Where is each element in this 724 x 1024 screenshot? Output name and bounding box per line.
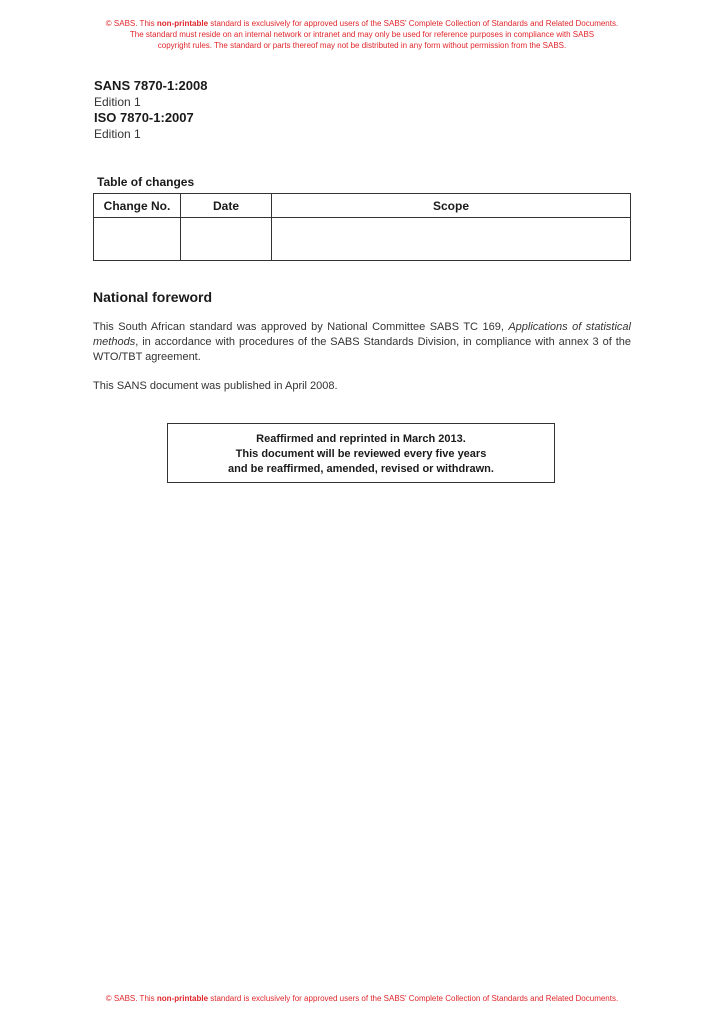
- copyright-notice-line2: The standard must reside on an internal network or intranet and may only be used for reference purposes in compliance with SABS: [129, 30, 595, 39]
- table-of-changes: [93, 193, 631, 261]
- table-header-row: [94, 194, 631, 218]
- reaffirmation-box: [167, 423, 555, 483]
- foreword-paragraph-approval: This South African standard was approved by National Committee SABS TC 169, Applications of statistical methods, in accordance with procedures of the SABS Standards Division, in compliance with annex 3 of the WTO/TBT agreement.: [93, 321, 631, 363]
- reaffirmation-line2: This document will be reviewed every five years: [235, 448, 487, 460]
- foreword-paragraph-published: This SANS document was published in April 2008.: [93, 380, 338, 392]
- header-change-no: Change No.: [94, 194, 181, 218]
- header-date: Date: [181, 194, 272, 218]
- header-scope: Scope: [272, 194, 631, 218]
- sans-code: SANS 7870-1:2008: [94, 78, 208, 93]
- cell-date: [181, 218, 272, 261]
- national-foreword-heading: National foreword: [93, 289, 213, 305]
- copyright-notice-top: [0, 18, 724, 51]
- standard-identifiers: [94, 78, 207, 142]
- iso-edition: Edition 1: [94, 127, 141, 141]
- table-of-changes-title: Table of changes: [97, 175, 195, 189]
- cell-change-no: [94, 218, 181, 261]
- copyright-notice-bottom: © SABS. This non-printable standard is exclusively for approved users of the SABS' Complete Collection of Standards and Related Documents.: [105, 994, 619, 1003]
- table-row: [94, 218, 631, 261]
- reaffirmation-line3: and be reaffirmed, amended, revised or withdrawn.: [228, 463, 494, 475]
- copyright-notice-line1: © SABS. This non-printable standard is exclusively for approved users of the SABS' Complete Collection of Standards and Related Documents.: [105, 19, 619, 28]
- sans-edition: Edition 1: [94, 95, 141, 109]
- iso-code: ISO 7870-1:2007: [94, 110, 194, 125]
- copyright-notice-line3: copyright rules. The standard or parts thereof may not be distributed in any form without permission from the SABS.: [157, 41, 567, 50]
- committee-name: Applications of statistical methods: [93, 321, 631, 348]
- reaffirmation-line1: Reaffirmed and reprinted in March 2013.: [256, 433, 466, 445]
- cell-scope: [272, 218, 631, 261]
